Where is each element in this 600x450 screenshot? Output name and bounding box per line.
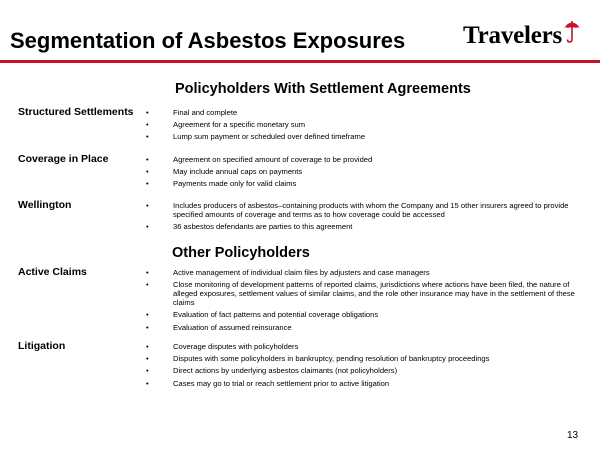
list-item: • Cases may go to trial or reach settlement prior to active litigation — [146, 379, 586, 388]
section-heading-settlement: Policyholders With Settlement Agreements — [175, 81, 471, 97]
list-item: • Direct actions by underlying asbestos claimants (not policyholders) — [146, 366, 586, 375]
label-wellington: Wellington — [18, 199, 72, 211]
list-item: • Agreement for a specific monetary sum — [146, 120, 586, 129]
page-number: 13 — [567, 430, 579, 441]
list-item: • Payments made only for valid claims — [146, 179, 586, 188]
label-litigation: Litigation — [18, 340, 66, 352]
bullet-list-coverage-in-place — [146, 155, 586, 192]
list-item: • Close monitoring of development patterns of reported claims, jurisdictions where actions have been filed, the nature of alleged exposures, settlement values of similar claims, and the role other insurance may have in the settlement of these claims — [146, 280, 586, 307]
list-item: • Coverage disputes with policyholders — [146, 342, 586, 351]
label-structured-settlements: Structured Settlements — [18, 106, 134, 118]
list-item: • Lump sum payment or scheduled over defined timeframe — [146, 132, 586, 141]
list-item: • Includes producers of asbestos–containing products with whom the Company and 15 other insurers agreed to provide specified amounts of coverage and terms as to how coverage could be accessed — [146, 201, 586, 219]
list-item: • Active management of individual claim files by adjusters and case managers — [146, 268, 586, 277]
label-coverage-in-place: Coverage in Place — [18, 153, 109, 165]
list-item: • 36 asbestos defendants are parties to this agreement — [146, 222, 586, 231]
title-divider — [0, 60, 600, 63]
bullet-list-wellington — [146, 201, 586, 234]
slide-title: Segmentation of Asbestos Exposures — [10, 28, 406, 53]
list-item: • Evaluation of assumed reinsurance — [146, 323, 586, 332]
list-item: • Agreement on specified amount of coverage to be provided — [146, 155, 586, 164]
bullet-list-structured-settlements — [146, 108, 586, 145]
section-heading-other: Other Policyholders — [172, 245, 310, 261]
umbrella-icon — [563, 18, 581, 44]
logo-wordmark: Travelers — [463, 22, 563, 49]
label-active-claims: Active Claims — [18, 266, 87, 278]
list-item: • May include annual caps on payments — [146, 167, 586, 176]
travelers-logo — [463, 22, 581, 50]
list-item: • Evaluation of fact patterns and potential coverage obligations — [146, 310, 586, 319]
list-item: • Disputes with some policyholders in bankruptcy, pending resolution of bankruptcy proceedings — [146, 354, 586, 363]
bullet-list-active-claims — [146, 268, 586, 335]
list-item: • Final and complete — [146, 108, 586, 117]
bullet-list-litigation — [146, 342, 586, 391]
